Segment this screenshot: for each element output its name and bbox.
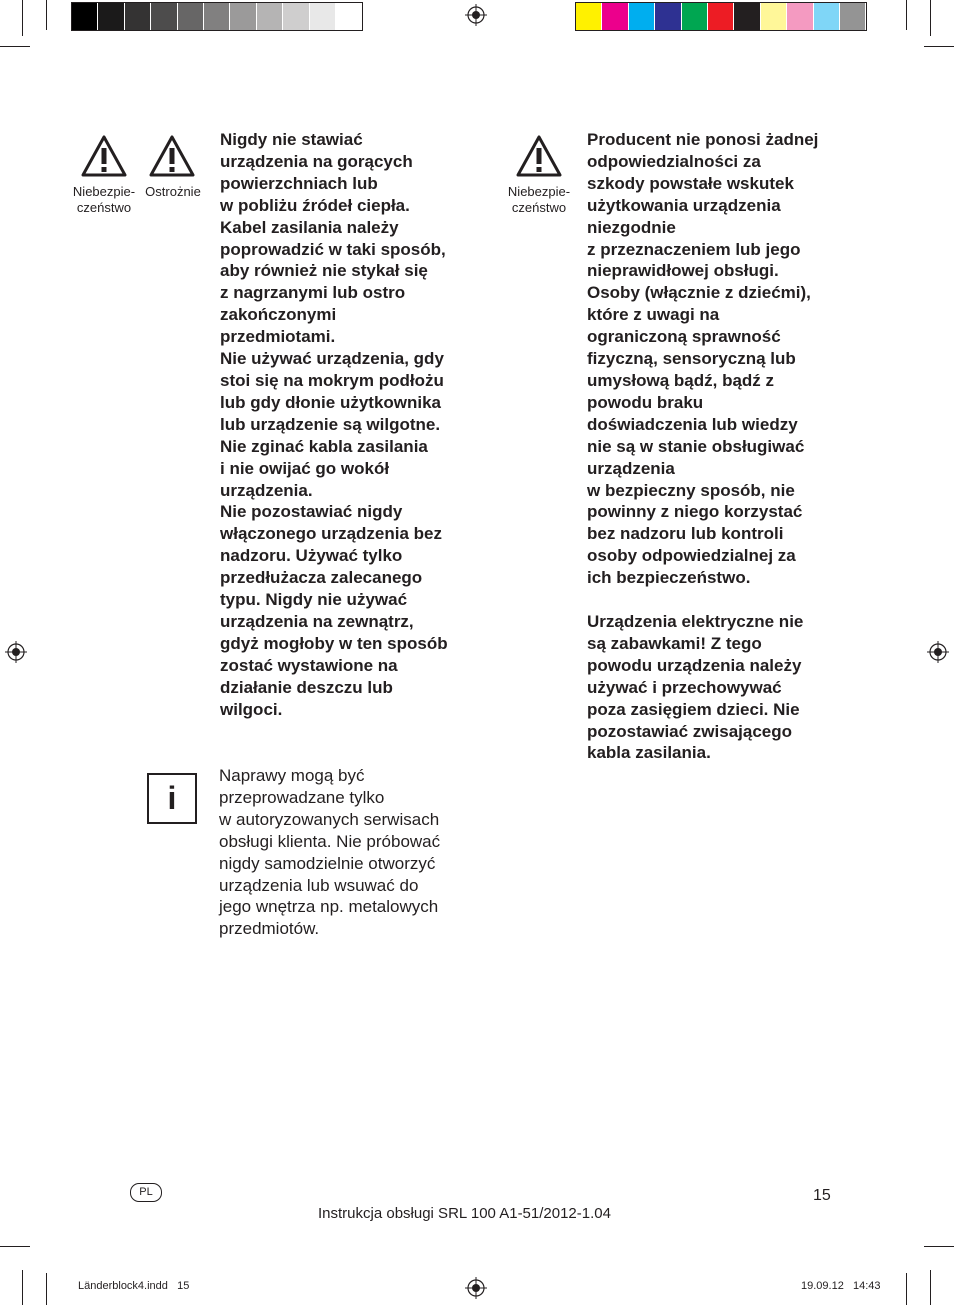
- color-swatch: [629, 3, 655, 30]
- gray-swatch: [72, 3, 98, 30]
- gray-swatch: [310, 3, 336, 30]
- info-text: [219, 765, 469, 940]
- crop-mark: [924, 1246, 954, 1247]
- color-swatch: [840, 3, 866, 30]
- page-number: 15: [813, 1187, 831, 1204]
- registration-mark-icon: [465, 1277, 487, 1299]
- warning-triangle-icon: [80, 134, 128, 178]
- color-swatch: [814, 3, 840, 30]
- right-warning-paragraph-2: Urządzenia elektryczne nie są zabawkami! Z tego powodu urządzenia należy używać i przechowywać poza zasięgiem dzieci. Nie pozostawiać zwisającego kabla zasilania.: [587, 612, 804, 763]
- gray-swatch: [178, 3, 204, 30]
- gray-swatch: [125, 3, 151, 30]
- crop-mark: [930, 0, 931, 36]
- crop-mark: [0, 1246, 30, 1247]
- grayscale-bar: [71, 2, 363, 31]
- crop-mark: [930, 1270, 931, 1305]
- right-warning-text-2: [587, 611, 837, 764]
- warning-triangle-icon: [515, 134, 563, 178]
- info-icon: i: [147, 773, 197, 824]
- crop-mark: [22, 1270, 23, 1305]
- slug-date-info: 19.09.12 14:43: [801, 1280, 881, 1292]
- left-warning-text: [220, 129, 470, 720]
- gray-swatch: [257, 3, 283, 30]
- color-bar: [575, 2, 867, 31]
- warning-triangle-icon: [148, 134, 196, 178]
- crop-mark: [0, 46, 30, 47]
- language-badge: PL: [130, 1183, 162, 1202]
- right-warning-text: [587, 129, 837, 589]
- color-swatch: [787, 3, 813, 30]
- manual-title: Instrukcja obsługi SRL 100 A1-51/2012-1.04: [318, 1205, 611, 1222]
- color-swatch: [602, 3, 628, 30]
- color-swatch: [655, 3, 681, 30]
- gray-swatch: [98, 3, 124, 30]
- right-warning-paragraph-1: Producent nie ponosi żadnej odpowiedzialności za szkody powstałe wskutek użytkowania urządzenia niezgodnie z przeznaczeniem lub jego nieprawidłowej obsługi. Osoby (włącznie z dziećmi), które z uwagi na ograniczoną sprawność fizyczną, sensoryczną lub umysłową bądź, bądź z powodu braku doświadczenia lub wiedzy nie są w stanie obsługiwać urządzenia w bezpieczny sposób, nie powinny z niego korzystać bez nadzoru lub kontroli osoby odpowiedzialnej za ich bezpieczeństwo.: [587, 130, 819, 588]
- gray-swatch: [336, 3, 362, 30]
- registration-mark-icon: [465, 4, 487, 26]
- crop-mark: [22, 0, 23, 36]
- crop-mark: [906, 1273, 907, 1305]
- registration-mark-icon: [5, 641, 27, 663]
- color-swatch: [708, 3, 734, 30]
- gray-swatch: [151, 3, 177, 30]
- gray-swatch: [204, 3, 230, 30]
- color-swatch: [761, 3, 787, 30]
- crop-mark: [46, 0, 47, 30]
- left-warning-paragraph: Nigdy nie stawiać urządzenia na gorących powierzchniach lub w pobliżu źródeł ciepła. Kabel zasilania należy poprowadzić w taki sposób, aby również nie stykał się z nagrzanymi lub ostro zakończonymi przedmiotami. Nie używać urządzenia, gdy stoi się na mokrym podłożu lub gdy dłonie użytkownika lub urządzenie są wilgotne. Nie zginać kabla zasilania i nie owijać go wokół urządzenia. Nie pozostawiać nigdy włączonego urządzenia bez nadzoru. Używać tylko przedłużacza zalecanego typu. Nigdy nie używać urządzenia na zewnątrz, gdyż mogłoby w ten sposób zostać wystawione na działanie deszczu lub wilgoci.: [220, 130, 448, 719]
- info-paragraph: Naprawy mogą być przeprowadzane tylko w autoryzowanych serwisach obsługi klienta. Nie próbować nigdy samodzielnie otworzyć urządzenia lub wsuwać do jego wnętrza np. metalowych przedmiotów.: [219, 766, 441, 939]
- color-swatch: [734, 3, 760, 30]
- crop-mark: [46, 1273, 47, 1305]
- danger-label: Niebezpie- czeństwo: [507, 184, 571, 215]
- registration-mark-icon: [927, 641, 949, 663]
- caution-label: Ostrożnie: [145, 184, 201, 199]
- crop-mark: [906, 0, 907, 30]
- crop-mark: [924, 46, 954, 47]
- gray-swatch: [283, 3, 309, 30]
- slug-file-info: Länderblock4.indd 15: [78, 1280, 190, 1292]
- danger-label: Niebezpie- czeństwo: [72, 184, 136, 215]
- color-swatch: [576, 3, 602, 30]
- color-swatch: [682, 3, 708, 30]
- gray-swatch: [230, 3, 256, 30]
